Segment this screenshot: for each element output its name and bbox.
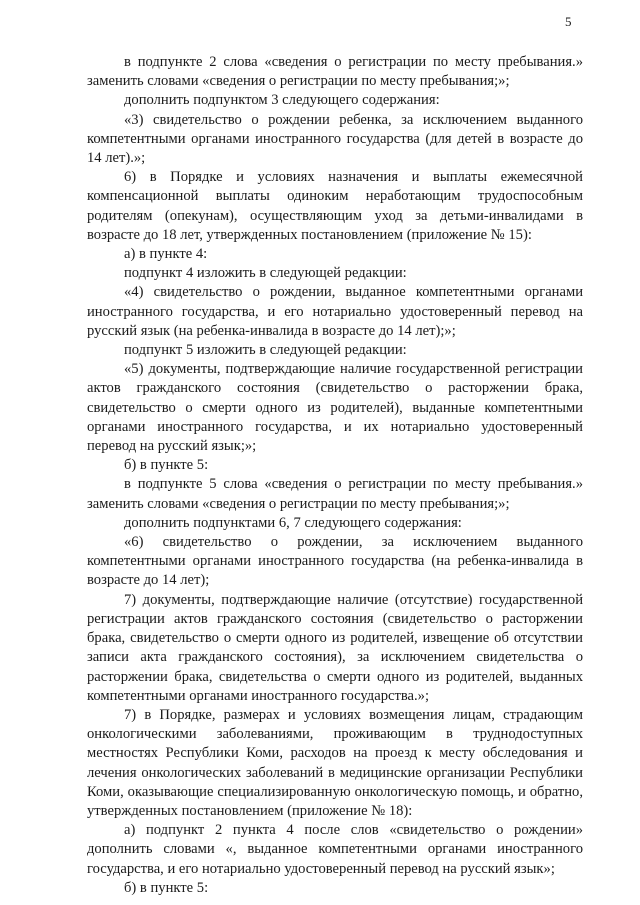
paragraph: подпункт 5 изложить в следующей редакции: [124,342,407,359]
document-body [87,53,583,898]
paragraph: 7) в Порядке, размерах и условиях возмещения лицам, страдающим онкологическими заболеваниями, проживающим в труднодоступных местностях Республики Коми, расходов на проезд к месту обследования и лечения онкологических заболеваний в медицинские организации Республики Коми, оказывающие специализированную онкологическую помощь, и обратно, утвержденных постановлением (приложение № 18): [87,706,583,819]
paragraph: «4) свидетельство о рождении, выданное компетентными органами иностранного государства, и его нотариально удостоверенный перевод на русский язык (на ребенка-инвалида в возрасте до 14 лет);»; [87,284,583,339]
paragraph: в подпункте 5 слова «сведения о регистрации по месту пребывания.» заменить словами «сведения о регистрации по месту пребывания;»; [87,476,583,512]
paragraph: «6) свидетельство о рождении, за исключением выданного компетентными органами иностранного государства (на ребенка-инвалида в возрасте до 14 лет); [87,534,583,589]
paragraph: «3) свидетельство о рождении ребенка, за исключением выданного компетентными органами иностранного государства (для детей в возрасте до 14 лет).»; [87,111,583,167]
paragraph: б) в пункте 5: [124,879,209,896]
page-number: 5 [565,14,572,29]
paragraph: дополнить подпунктами 6, 7 следующего содержания: [124,514,462,531]
paragraph: подпункт 4 изложить в следующей редакции: [124,265,407,282]
paragraph: 6) в Порядке и условиях назначения и выплаты ежемесячной компенсационной выплаты одиноким неработающим трудоспособным родителям (опекунам), осуществляющим уход за детьми-инвалидами в возрасте до 18 лет, утвержденных постановлением (приложение № 15): [87,169,583,243]
paragraph: б) в пункте 5: [124,457,209,474]
paragraph: в подпункте 2 слова «сведения о регистрации по месту пребывания.» заменить словами «сведения о регистрации по месту пребывания;»; [87,54,583,90]
paragraph: а) в пункте 4: [124,246,208,263]
paragraph: а) подпункт 2 пункта 4 после слов «свидетельство о рождении» дополнить словами «, выданное компетентными органами иностранного государства, и его нотариально удостоверенный перевод на русский язык»; [87,822,583,877]
paragraph: «5) документы, подтверждающие наличие государственной регистрации актов гражданского состояния (свидетельство о расторжении брака, свидетельство о смерти одного из родителей), выданные компетентными органами иностранного государства, и их нотариально удостоверенный перевод на русский язык;»; [87,361,583,455]
paragraph: дополнить подпунктом 3 следующего содержания: [124,92,440,109]
paragraph: 7) документы, подтверждающие наличие (отсутствие) государственной регистрации актов гражданского состояния (свидетельство о расторжении брака, свидетельство о смерти одного из родителей, извещение об отсутствии записи акта гражданского состояния), за исключением свидетельства о расторжении брака, свидетельства о смерти одного из родителей, выданных компетентными органами иностранного государства.»; [87,591,583,704]
